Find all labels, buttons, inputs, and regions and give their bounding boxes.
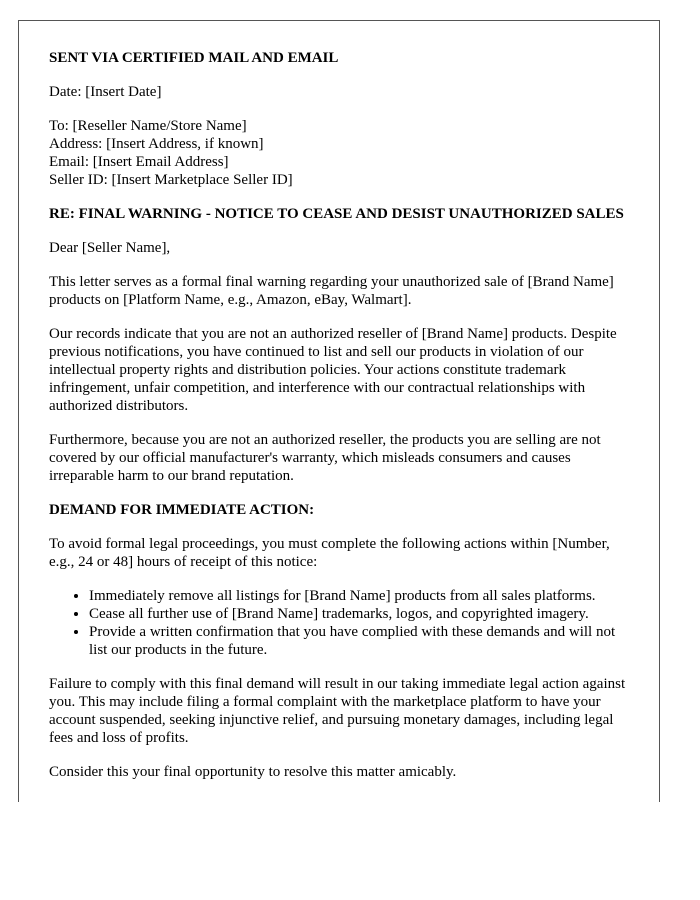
recipient-email: Email: [Insert Email Address] [49, 154, 229, 170]
demand-heading: DEMAND FOR IMMEDIATE ACTION: [49, 502, 315, 518]
paragraph-3: Furthermore, because you are not an authorized reseller, the products you are selling are not covered by our official manufacturer's warranty, which misleads consumers and causes irreparable harm to our brand reputation. [49, 432, 601, 484]
demand-intro: To avoid formal legal proceedings, you must complete the following actions within [Number, e.g., 24 or 48] hours of receipt of this notice: [49, 536, 610, 570]
paragraph-2: Our records indicate that you are not an authorized reseller of [Brand Name] products. Despite previous notifications, you have continued to list and sell our products in violation of our intellectual property rights and distribution policies. Your actions constitute trademark infringement, unfair competition, and interference with our contractual relationships with authorized distributors. [49, 326, 617, 414]
recipient-address: Address: [Insert Address, if known] [49, 136, 264, 152]
salutation: Dear [Seller Name], [49, 240, 171, 256]
paragraph-5: Consider this your final opportunity to resolve this matter amicably. [49, 764, 457, 780]
demand-item: • Immediately remove all listings for [Brand Name] products from all sales platforms. [89, 587, 634, 605]
demand-list [49, 587, 634, 659]
delivery-header: SENT VIA CERTIFIED MAIL AND EMAIL [49, 50, 339, 66]
recipient-to: To: [Reseller Name/Store Name] [49, 118, 247, 134]
demand-item: • Cease all further use of [Brand Name] trademarks, logos, and copyrighted imagery. [89, 605, 634, 623]
paragraph-4: Failure to comply with this final demand will result in our taking immediate legal action against you. This may include filing a formal complaint with the marketplace platform to have your account suspended, seeking injunctive relief, and pursuing monetary damages, including legal fees and loss of profits. [49, 676, 626, 746]
subject-line: RE: FINAL WARNING - NOTICE TO CEASE AND DESIST UNAUTHORIZED SALES [49, 206, 624, 222]
recipient-block [49, 117, 634, 189]
date-line: Date: [Insert Date] [49, 84, 162, 100]
recipient-seller-id: Seller ID: [Insert Marketplace Seller ID] [49, 172, 293, 188]
demand-item: • Provide a written confirmation that you have complied with these demands and will not list our products in the future. [89, 623, 634, 659]
letter-body [49, 49, 634, 797]
paragraph-1: This letter serves as a formal final warning regarding your unauthorized sale of [Brand Name] products on [Platform Name, e.g., Amazon, eBay, Walmart]. [49, 274, 614, 308]
letter-page [18, 20, 660, 802]
